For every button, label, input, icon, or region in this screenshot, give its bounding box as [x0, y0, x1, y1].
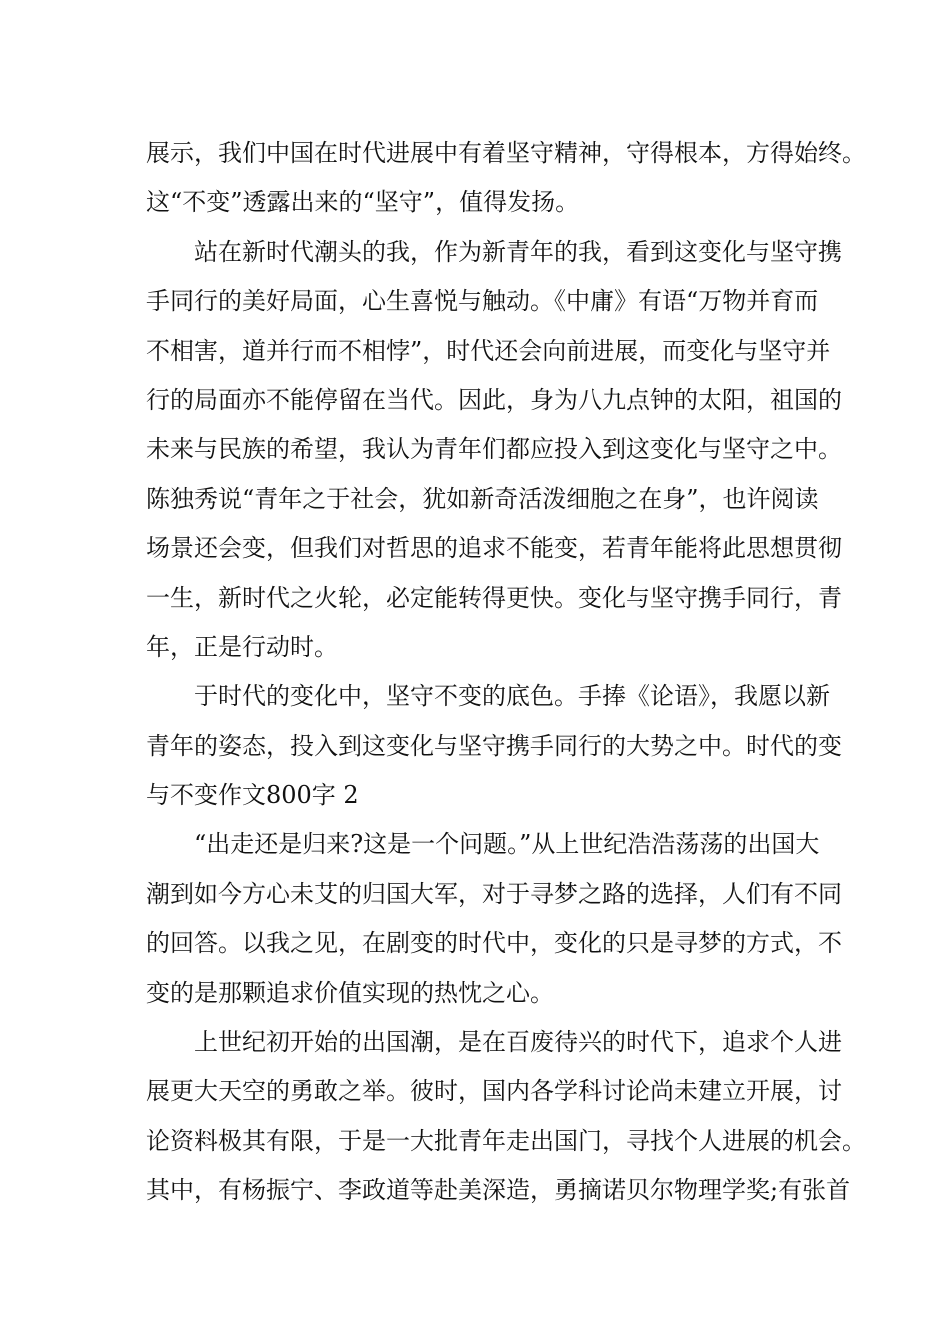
text-line: 站在新时代潮头的我，作为新青年的我，看到这变化与坚守携 — [194, 237, 842, 266]
text-line: 论资料极其有限，于是一大批青年走出国门，寻找个人进展的机会。 — [146, 1126, 866, 1155]
text-line: 陈独秀说“青年之于社会，犹如新奇活泼细胞之在身”，也许阅读 — [146, 484, 819, 513]
text-line: 潮到如今方心未艾的归国大军，对于寻梦之路的选择，人们有不同 — [146, 879, 842, 908]
text-line: 变的是那颗追求价值实现的热忱之心。 — [146, 978, 554, 1007]
text-line: “出走还是归来?这是一个问题。”从上世纪浩浩荡荡的出国大 — [194, 830, 820, 859]
text-line: 不相害，道并行而不相悖”，时代还会向前进展，而变化与坚守并 — [146, 336, 831, 365]
text-line: 场景还会变，但我们对哲思的追求不能变，若青年能将此思想贯彻 — [146, 534, 842, 563]
text-line: 年，正是行动时。 — [146, 632, 338, 661]
text-line: 与不变作文800字 2 — [146, 781, 359, 810]
text-line: 这“不变”透露出来的“坚守”，值得发扬。 — [146, 188, 580, 217]
text-line: 一生，新时代之火轮，必定能转得更快。变化与坚守携手同行，青 — [146, 583, 842, 612]
body-text — [146, 129, 866, 1216]
text-line: 展更大天空的勇敢之举。彼时，国内各学科讨论尚未建立开展，讨 — [146, 1077, 842, 1106]
text-line: 的回答。以我之见，在剧变的时代中，变化的只是寻梦的方式，不 — [146, 929, 842, 958]
text-line: 青年的姿态，投入到这变化与坚守携手同行的大势之中。时代的变 — [146, 731, 842, 760]
text-line: 手同行的美好局面，心生喜悦与触动。《中庸》有语“万物并育而 — [146, 287, 819, 316]
text-line: 于时代的变化中，坚守不变的底色。手捧《论语》，我愿以新 — [194, 682, 830, 711]
text-line: 其中，有杨振宁、李政道等赴美深造，勇摘诺贝尔物理学奖;有张首 — [146, 1176, 851, 1205]
text-line: 行的局面亦不能停留在当代。因此，身为八九点钟的太阳，祖国的 — [146, 385, 842, 414]
text-line: 上世纪初开始的出国潮，是在百废待兴的时代下，追求个人进 — [194, 1028, 842, 1057]
text-line: 未来与民族的希望，我认为青年们都应投入到这变化与坚守之中。 — [146, 435, 842, 464]
text-line: 展示，我们中国在时代进展中有着坚守精神，守得根本，方得始终。 — [146, 139, 866, 167]
